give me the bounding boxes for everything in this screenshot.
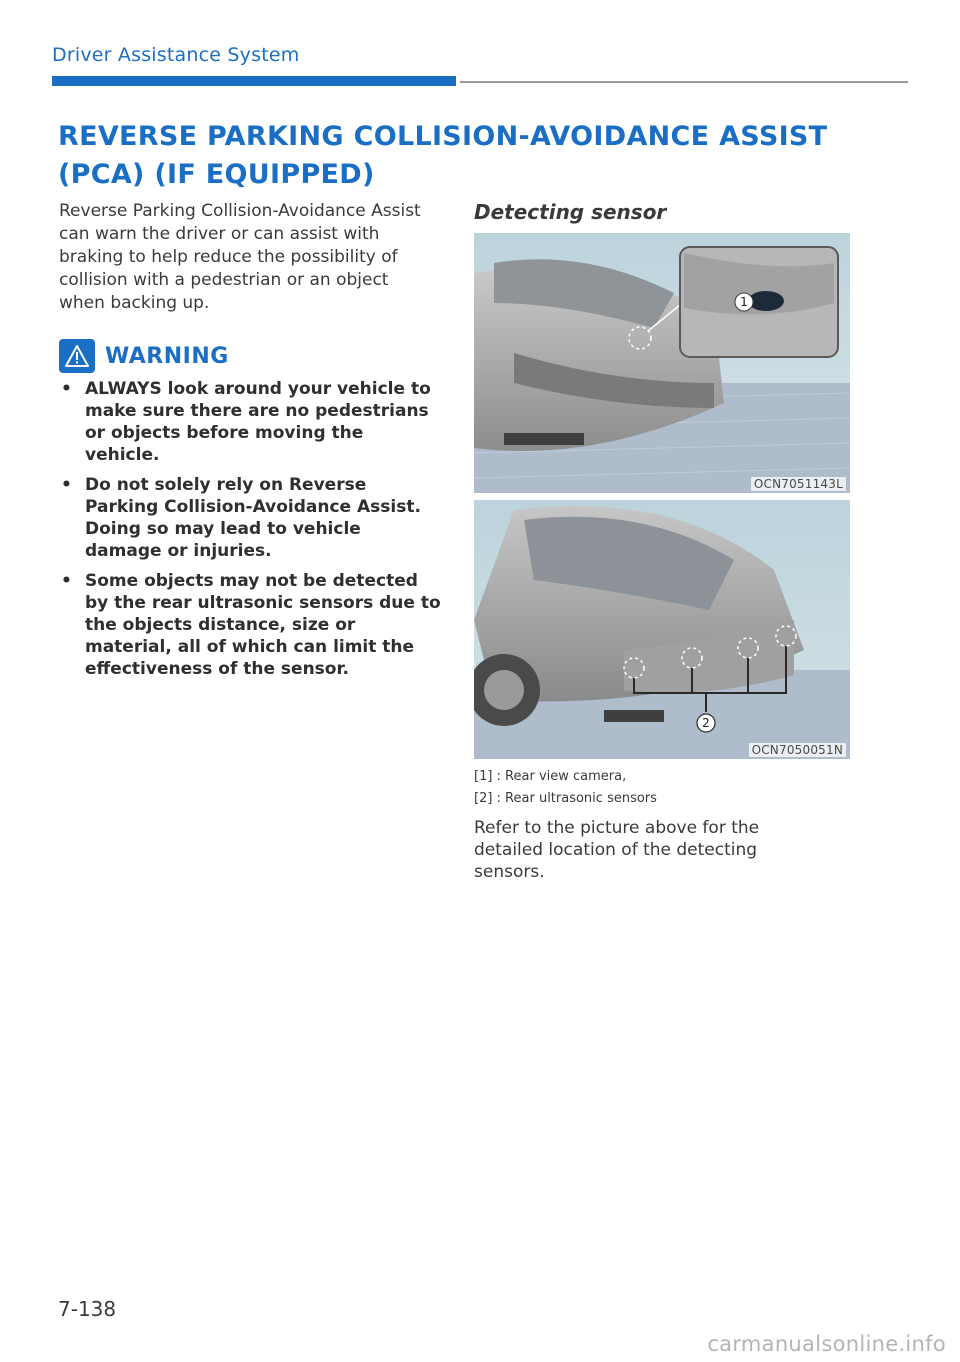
header-rule-divider bbox=[460, 81, 908, 83]
rear-camera-figure bbox=[474, 233, 850, 493]
warning-item: • Some objects may not be detected by the rear ultrasonic sensors due to the objects distance, size or material, all of which can limit the effectiveness of the sensor. bbox=[61, 571, 441, 679]
header-rule-accent bbox=[52, 76, 456, 86]
warning-heading bbox=[59, 338, 229, 374]
warning-item: • ALWAYS look around your vehicle to make sure there are no pedestrians or objects before moving the vehicle. bbox=[61, 379, 431, 465]
figure-legend bbox=[474, 766, 854, 810]
callout-2-label: 2 bbox=[702, 716, 710, 730]
warning-list bbox=[59, 378, 441, 688]
warning-triangle-icon bbox=[59, 339, 95, 373]
figure-code: OCN7051143L bbox=[751, 477, 846, 491]
intro-paragraph: Reverse Parking Collision-Avoidance Assist can warn the driver or can assist with braking to help reduce the possibility of collision with a pedestrian or an object when backing up. bbox=[59, 201, 421, 313]
detecting-sensor-heading: Detecting sensor bbox=[474, 200, 667, 224]
warning-item-text: Some objects may not be detected by the rear ultrasonic sensors due to the objects distance, size or material, all of which can limit the effectiveness of the sensor. bbox=[85, 571, 441, 679]
warning-label: WARNING bbox=[105, 343, 229, 369]
section-header: Driver Assistance System bbox=[52, 44, 300, 66]
warning-item: • Do not solely rely on Reverse Parking Collision-Avoidance Assist. Doing so may lead to vehicle damage or injuries. bbox=[61, 475, 421, 561]
warning-item-text: ALWAYS look around your vehicle to make sure there are no pedestrians or objects before moving the vehicle. bbox=[85, 379, 431, 465]
page-number: 7-138 bbox=[58, 1297, 117, 1321]
rear-ultrasonic-figure bbox=[474, 500, 850, 759]
figure-code: OCN7050051N bbox=[749, 743, 846, 757]
legend-item: [1] : Rear view camera, bbox=[474, 769, 627, 784]
legend-item: [2] : Rear ultrasonic sensors bbox=[474, 791, 657, 806]
watermark: carmanualsonline.info bbox=[707, 1332, 946, 1356]
callout-1-label: 1 bbox=[740, 295, 748, 309]
detecting-note: Refer to the picture above for the detailed location of the detecting sensors. bbox=[474, 818, 760, 882]
page-title: REVERSE PARKING COLLISION-AVOIDANCE ASSIST (PCA) (IF EQUIPPED) bbox=[58, 121, 828, 190]
warning-item-text: Do not solely rely on Reverse Parking Collision-Avoidance Assist. Doing so may lead to vehicle damage or injuries. bbox=[85, 475, 421, 561]
